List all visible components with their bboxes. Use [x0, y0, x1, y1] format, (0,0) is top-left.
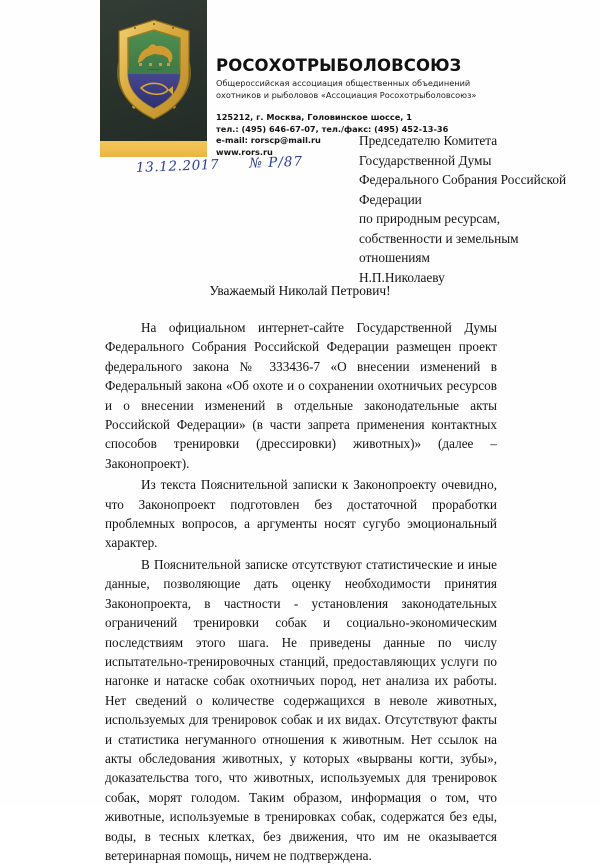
addressee-line: по природным ресурсам, [359, 211, 501, 227]
contact-website: www.rors.ru [216, 146, 273, 157]
emblem-panel [100, 0, 207, 157]
body-paragraph: В Пояснительной записке отсутствуют статистические и иные данные, позволяющие дать оценку необходимости принятия Законопроекта, в частности - установления законодательных ограничений тренировки собак и социально-экономическим последствиям этого шага. Не приведены данные по числу испытательно-тренировочных станций, предоставляющих услуги по нагонке и натаске собак охотничьих пород, нет анализа их работы. Нет сведений о количестве содержащихся в неволе животных, используемых для тренировок собак и их видах. Отсутствуют факты и статистика негуманного отношения к животным. Нет ссылок на акты обследования животных, у которых «вырваны когти, зубы», доказательства того, что животных, используемых для тренировок собак, морят голодом. Таким образом, информация о том, что животные, используемые в тренировках собак, содержатся без еды, воды, в тесных клетках, без движения, что им не оказывается ветеринарная помощь, ничем не подтверждена. [105, 556, 497, 863]
body-paragraph: Из текста Пояснительной записки к Законопроекту очевидно, что Законопроект подготовлен без достаточной проработки проблемных вопросов, а аргументы носят сугубо эмоциональный характер. [105, 477, 497, 551]
addressee-line: Федерации [359, 191, 422, 207]
addressee-block [359, 131, 599, 287]
addressee-line: Председателю Комитета [359, 133, 498, 148]
addressee-line: Государственной Думы [359, 152, 492, 168]
shield-emblem-bear-fish-icon [111, 16, 197, 128]
addressee-name: Н.П.Николаеву [359, 269, 445, 285]
organization-subtitle-line1: Общероссийская ассоциация общественных объединений [216, 78, 471, 89]
addressee-line: Федерального Собрания Российской [359, 172, 567, 188]
salutation: Уважаемый Николай Петрович! [209, 283, 391, 298]
handwritten-number: № Р/87 [248, 153, 304, 172]
handwritten-date: 13.12.2017 [135, 156, 220, 176]
emblem-gold-band [100, 141, 207, 157]
letter-body [105, 318, 497, 865]
contact-address: 125212, г. Москва, Головинское шоссе, 1 [216, 112, 412, 122]
body-paragraph: На официальном интернет-сайте Государственной Думы Федерального Собрания Российской Федерации размещен проект федерального закона № 333436-7 «О внесении изменений в Федеральный закона «Об охоте и о сохранении охотничьих ресурсов и о внесении изменений в отдельные законодательные акты Российской Федерации» (в части запрета применения контактных способов тренировки (дрессировки) животных)» (далее – Законопроект). [105, 320, 497, 471]
addressee-line: отношениям [359, 250, 430, 266]
addressee-line: собственности и земельным [359, 230, 519, 246]
organization-block [216, 57, 516, 101]
organization-name: РОСОХОТРЫБОЛОВСОЮЗ [216, 56, 462, 75]
organization-subtitle-line2: охотников и рыболовов «Ассоциация Росохотрыболовсоюз» [216, 89, 477, 100]
contact-phone: тел.: (495) 646-67-07, тел./факс: (495) 452-13-36 [216, 123, 449, 134]
contact-email: e-mail: rorscp@mail.ru [216, 135, 321, 146]
